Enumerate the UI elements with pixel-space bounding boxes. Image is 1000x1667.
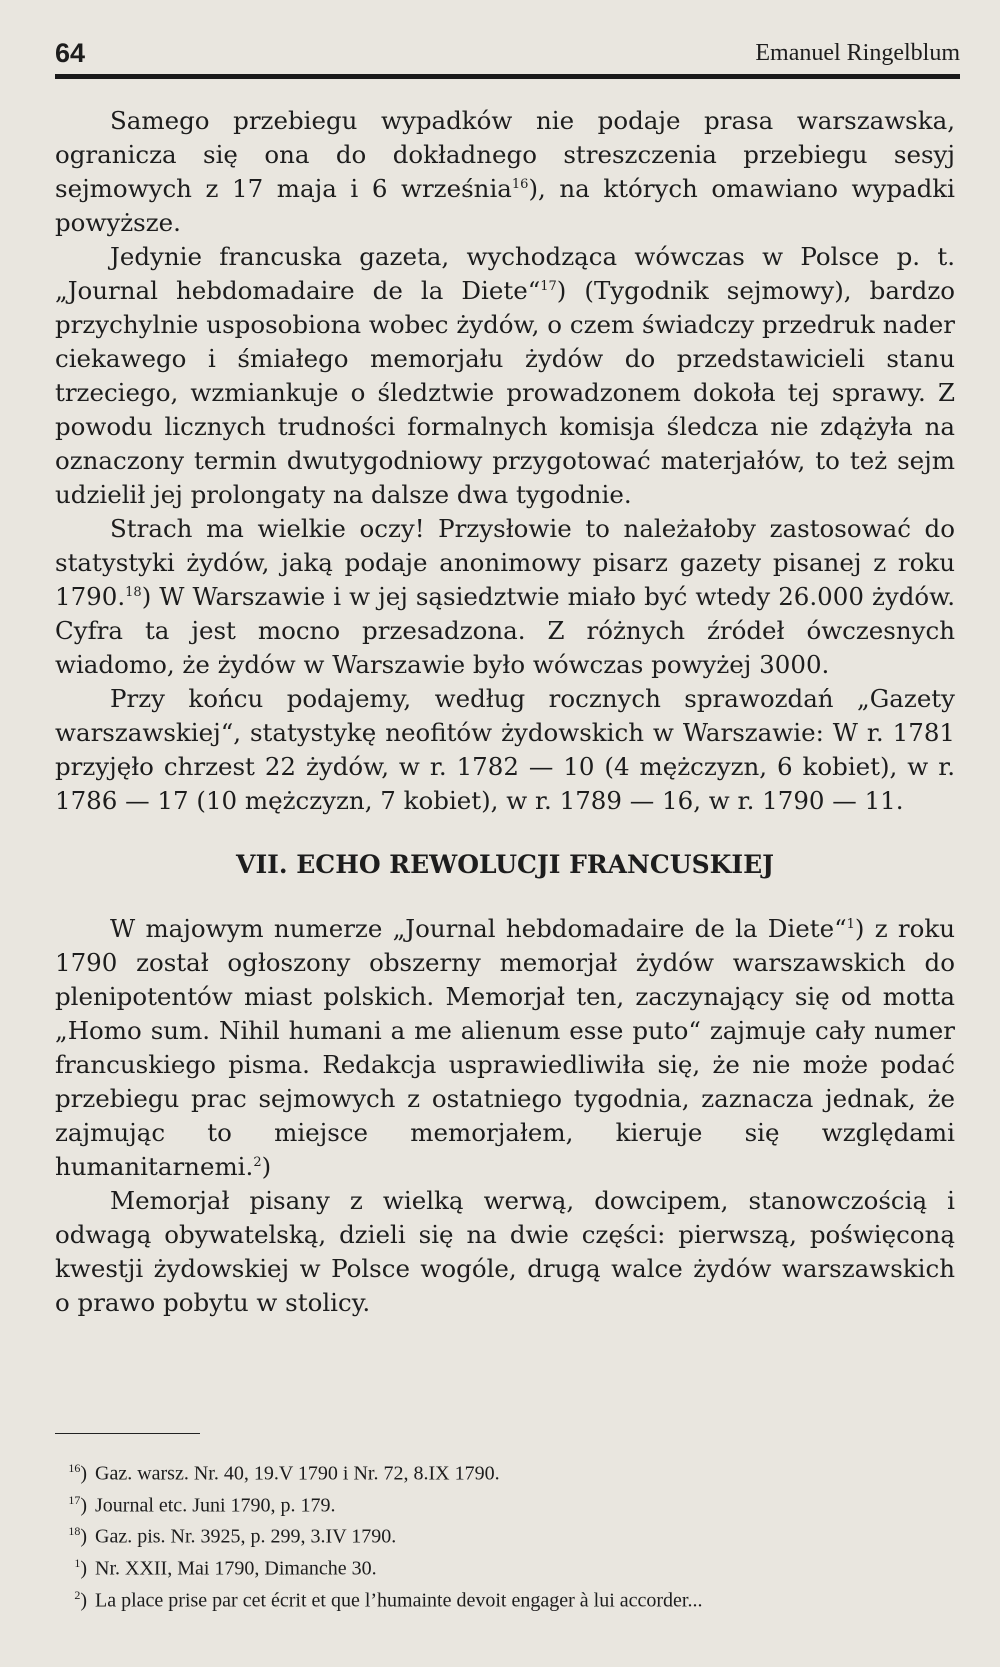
paragraph-5 bbox=[55, 912, 955, 1184]
chapter-heading: VII. ECHO REWOLUCJI FRANCUSKIEJ bbox=[236, 850, 774, 879]
paragraph-text: Strach ma wielkie oczy! Przysłowie to należałoby zastosować do statystyki żydów, jaką podaje anonimowy pisarz gazety pisanej z roku 1790. bbox=[55, 514, 955, 611]
paragraph-text: Samego przebiegu wypadków nie podaje prasa warszawska, ogranicza się ona do dokładnego streszczenia przebiegu sesyj sejmowych z 17 maja i 6 września bbox=[55, 106, 955, 203]
footnote-text: Journal etc. Juni 1790, p. 179. bbox=[95, 1494, 336, 1517]
paragraph-text: ) bbox=[261, 1152, 272, 1181]
paragraph-3 bbox=[55, 512, 955, 682]
paragraph-text: ) z roku 1790 został ogłoszony obszerny memorjał żydów warszawskich do plenipotentów miast polskich. Memorjał ten, zaczynający się od motta „Homo sum. Nihil humani a me alienum esse puto“ zajmuje cały numer francuskiego pisma. Redakcja usprawiedliwiła się, że nie może podać przebiegu prac sejmowych z ostatniego tygodnia, zaznacza jednak, że zajmując to miejsce memorjałem, kieruje się względami humanitarnemi. bbox=[55, 914, 955, 1181]
body-text bbox=[55, 104, 955, 1320]
footnote-mark: 17 bbox=[68, 1492, 81, 1507]
running-header bbox=[55, 34, 960, 79]
footnote: $^{17}$) Journal etc. Juni 1790, p. 179. bbox=[68, 1492, 336, 1517]
paragraph-text: W majowym numerze „Journal hebdomadaire de la Diete“ bbox=[110, 914, 847, 943]
footnote-text: La place prise par cet écrit et que l’humainte devoit engager à lui accorder... bbox=[95, 1589, 703, 1612]
paragraph-6: Memorjał pisany z wielką werwą, dowcipem, stanowczością i odwagą obywatelską, dzieli się na dwie części: pierwszą, poświęconą kwestji żydowskiej w Polsce wogóle, drugą walce żydów warszawskich o prawo pobytu w stolicy. bbox=[55, 1186, 955, 1317]
footnote-ref-1: 1 bbox=[846, 916, 855, 932]
running-header-author: Emanuel Ringelblum bbox=[755, 40, 960, 66]
footnote: $^1$) Nr. XXII, Mai 1790, Dimanche 30. bbox=[74, 1555, 377, 1580]
paragraph-text: ) (Tygodnik sejmowy), bardzo przychylnie usposobiona wobec żydów, o czem świadczy przedruk nader ciekawego i śmiałego memorjału żydów do przedstawicieli stanu trzeciego, wzmiankuje o śledztwie prowadzonem dokoła tej sprawy. Z powodu licznych trudności formalnych komisja śledcza nie zdążyła na oznaczony termin dwutygodniowy przygotować materjałów, to też sejm udzielił jej prolongaty na dalsze dwa tygodnie. bbox=[55, 276, 955, 509]
footnote: $^2$) La place prise par cet écrit et que l’humainte devoit engager à lui accorder... bbox=[74, 1587, 703, 1612]
page-number: 64 bbox=[55, 38, 86, 68]
footnote-text: Gaz. warsz. Nr. 40, 19.V 1790 i Nr. 72, 8.IX 1790. bbox=[95, 1462, 500, 1485]
footnote-text: Gaz. pis. Nr. 3925, p. 299, 3.IV 1790. bbox=[95, 1525, 397, 1548]
footnote-mark: 16 bbox=[68, 1461, 81, 1475]
paragraph-text: ) W Warszawie i w jej sąsiedztwie miało być wtedy 26.000 żydów. Cyfra ta jest mocno przesadzona. Z różnych źródeł ówczesnych wiadomo, że żydów w Warszawie było wówczas powyżej 3000. bbox=[55, 582, 955, 679]
paragraph-2 bbox=[55, 240, 955, 512]
footnote-mark: 18 bbox=[68, 1524, 81, 1539]
footnote-ref-18: 18 bbox=[125, 584, 142, 600]
footnote-divider bbox=[55, 1433, 200, 1434]
footnote-mark: 2 bbox=[74, 1587, 81, 1602]
footnote: $^{16}$) Gaz. warsz. Nr. 40, 19.V 1790 i Nr. 72, 8.IX 1790. bbox=[68, 1461, 500, 1485]
footnote-ref-16: 16 bbox=[511, 176, 529, 192]
footnote-text: Nr. XXII, Mai 1790, Dimanche 30. bbox=[95, 1557, 377, 1580]
paragraph-1 bbox=[55, 104, 955, 240]
paragraph-4: Przy końcu podajemy, według rocznych sprawozdań „Gazety warszawskiej“, statystykę neofitów żydowskich w Warszawie: W r. 1781 przyjęło chrzest 22 żydów, w r. 1782 — 10 (4 mężczyzn, 6 kobiet), w r. 1786 — 17 (10 mężczyzn, 7 kobiet), w r. 1789 — 16, w r. 1790 — 11. bbox=[55, 684, 955, 815]
footnote: $^{18}$) Gaz. pis. Nr. 3925, p. 299, 3.IV 1790. bbox=[68, 1524, 397, 1548]
footnote-mark: 1 bbox=[74, 1555, 81, 1570]
paragraph-text: Jedynie francuska gazeta, wychodząca wówczas w Polsce p. t. „Journal hebdomadaire de la Diete“ bbox=[55, 242, 955, 305]
footnote-ref-2: 2 bbox=[253, 1154, 262, 1170]
paragraph-text: ), na których omawiano wypadki powyższe. bbox=[55, 174, 955, 237]
footnote-ref-17: 17 bbox=[540, 278, 557, 294]
footnotes bbox=[55, 1455, 955, 1613]
